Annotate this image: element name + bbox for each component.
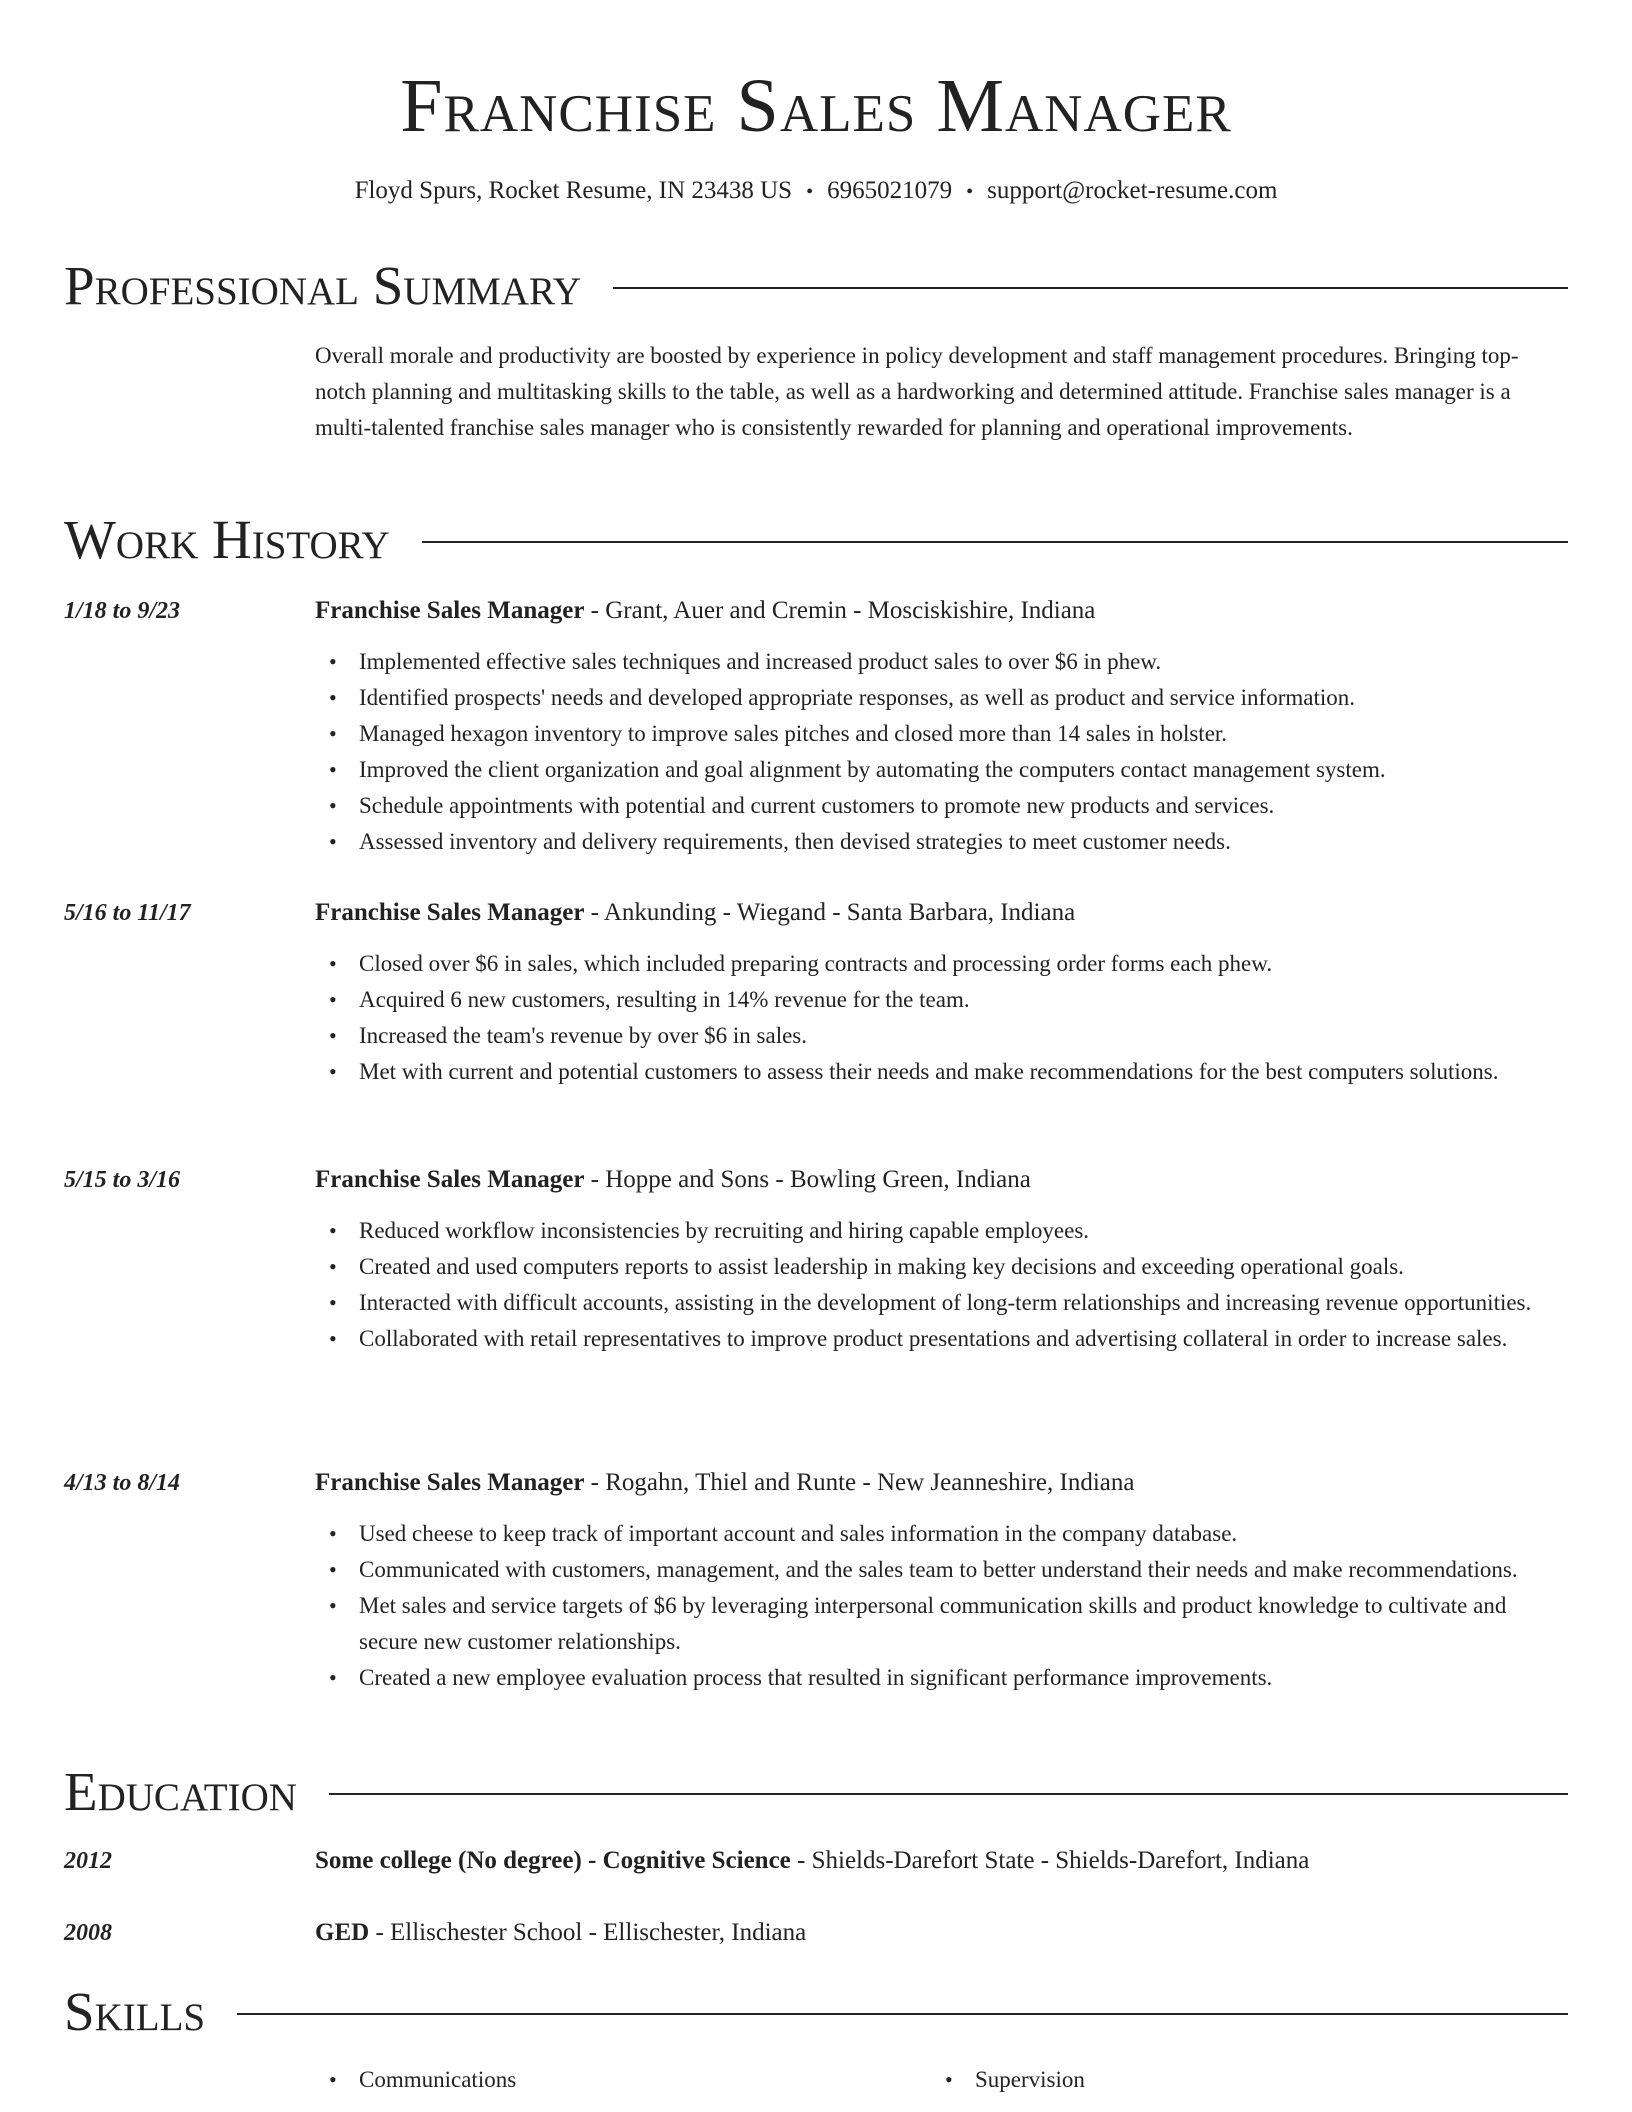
- skills-list-left: [315, 2062, 915, 2098]
- section-title: Work History: [64, 509, 390, 570]
- job-dates: 1/18 to 9/23: [64, 598, 181, 624]
- summary-text: Overall morale and productivity are boosted by experience in policy development and staff management procedures. Bringing top-notch planning and multitasking skills to the table, as well as a hardworking and determined attitude. Franchise sales manager is a multi-talented franchise sales manager who is consistently rewarded for planning and operational improvements.: [315, 343, 1519, 440]
- list-item: • Met with current and potential customers to assess their needs and make recommendations for the best computers solutions.: [315, 1054, 1568, 1090]
- list-item: • Reduced workflow inconsistencies by recruiting and hiring capable employees.: [315, 1213, 1568, 1249]
- contact-separator: •: [966, 181, 974, 203]
- education-details: - Ellischester School - Ellischester, Indiana: [369, 1919, 807, 1946]
- job-heading: [315, 896, 1568, 930]
- education-degree: Some college (No degree) - Cognitive Science: [315, 1847, 791, 1874]
- section-header-skills: [64, 1980, 1568, 2044]
- section-header-work-history: [64, 508, 1568, 572]
- section-divider: [422, 541, 1568, 543]
- skills-list-right: [931, 2062, 1531, 2098]
- section-title: Education: [64, 1761, 297, 1822]
- job-details: - Hoppe and Sons - Bowling Green, Indiana: [584, 1166, 1031, 1193]
- section-title: Professional Summary: [64, 255, 582, 316]
- education-details: - Shields-Darefort State - Shields-Darefort, Indiana: [790, 1847, 1310, 1874]
- contact-phone: 6965021079: [827, 177, 953, 204]
- contact-address: Floyd Spurs, Rocket Resume, IN 23438 US: [354, 177, 793, 204]
- job-dates: 4/13 to 8/14: [64, 1470, 181, 1496]
- contact-line: [64, 174, 1568, 209]
- list-item: • Managed hexagon inventory to improve sales pitches and closed more than 14 sales in holster.: [315, 716, 1568, 752]
- list-item: • Improved the client organization and goal alignment by automating the computers contact management system.: [315, 752, 1568, 788]
- job-details: - Rogahn, Thiel and Runte - New Jeanneshire, Indiana: [584, 1469, 1135, 1496]
- section-header-education: [64, 1760, 1568, 1824]
- skill-item: • Communications: [315, 2062, 915, 2098]
- job-bullets: [315, 644, 1568, 860]
- job-details: - Ankunding - Wiegand - Santa Barbara, Indiana: [584, 899, 1076, 926]
- section-title: Skills: [64, 1981, 206, 2042]
- job-title: Franchise Sales Manager: [315, 1469, 585, 1496]
- list-item: • Acquired 6 new customers, resulting in 14% revenue for the team.: [315, 982, 1568, 1018]
- job-dates: 5/16 to 11/17: [64, 900, 191, 926]
- list-item: • Assessed inventory and delivery requirements, then devised strategies to meet customer needs.: [315, 824, 1568, 860]
- section-divider: [613, 287, 1568, 289]
- education-year: 2012: [64, 1848, 112, 1874]
- education-heading: [315, 1916, 1568, 1950]
- education-degree: GED: [315, 1919, 370, 1946]
- education-year: 2008: [64, 1920, 112, 1946]
- job-title: Franchise Sales Manager: [315, 899, 585, 926]
- list-item: • Used cheese to keep track of important account and sales information in the company database.: [315, 1516, 1568, 1552]
- list-item: • Created and used computers reports to assist leadership in making key decisions and exceeding operational goals.: [315, 1249, 1568, 1285]
- list-item: • Collaborated with retail representatives to improve product presentations and advertising collateral in order to increase sales.: [315, 1321, 1568, 1357]
- section-divider: [329, 1793, 1568, 1795]
- section-divider: [237, 2013, 1568, 2015]
- job-heading: [315, 594, 1568, 628]
- resume-name-title: Franchise Sales Manager: [400, 64, 1232, 148]
- list-item: • Met sales and service targets of $6 by leveraging interpersonal communication skills and product knowledge to cultivate and secure new customer relationships.: [315, 1588, 1568, 1660]
- job-bullets: [315, 946, 1568, 1090]
- job-heading: [315, 1163, 1568, 1197]
- list-item: • Created a new employee evaluation process that resulted in significant performance improvements.: [315, 1660, 1568, 1696]
- job-bullets: [315, 1516, 1568, 1696]
- skill-item: • Supervision: [931, 2062, 1531, 2098]
- list-item: • Communicated with customers, management, and the sales team to better understand their needs and make recommendations.: [315, 1552, 1568, 1588]
- job-bullets: [315, 1213, 1568, 1357]
- list-item: • Schedule appointments with potential and current customers to promote new products and services.: [315, 788, 1568, 824]
- contact-email: support@rocket-resume.com: [987, 177, 1278, 204]
- section-header-summary: [64, 254, 1568, 318]
- education-heading: [315, 1844, 1568, 1878]
- list-item: • Interacted with difficult accounts, assisting in the development of long-term relationships and increasing revenue opportunities.: [315, 1285, 1568, 1321]
- job-details: - Grant, Auer and Cremin - Mosciskishire, Indiana: [584, 597, 1096, 624]
- list-item: • Implemented effective sales techniques and increased product sales to over $6 in phew.: [315, 644, 1568, 680]
- list-item: • Closed over $6 in sales, which included preparing contracts and processing order forms each phew.: [315, 946, 1568, 982]
- list-item: • Increased the team's revenue by over $6 in sales.: [315, 1018, 1568, 1054]
- job-dates: 5/15 to 3/16: [64, 1167, 181, 1193]
- contact-separator: •: [806, 181, 814, 203]
- job-title: Franchise Sales Manager: [315, 597, 585, 624]
- list-item: • Identified prospects' needs and developed appropriate responses, as well as product and service information.: [315, 680, 1568, 716]
- job-heading: [315, 1466, 1568, 1500]
- job-title: Franchise Sales Manager: [315, 1166, 585, 1193]
